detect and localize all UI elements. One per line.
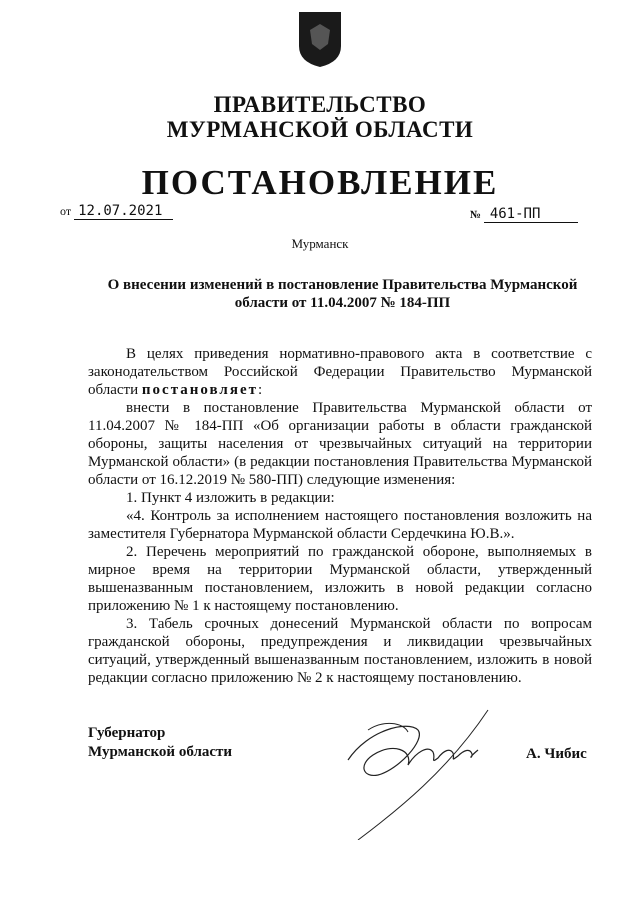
org-name-line2: МУРМАНСКОЙ ОБЛАСТИ [166, 117, 474, 142]
coat-of-arms-icon [297, 10, 343, 68]
body-paragraph-item1-text: «4. Контроль за исполнением настоящего постановления возложить на заместителя Губернатора Мурманской области Сердечкина Ю.В.». [88, 508, 592, 542]
body-paragraph-item3: 3. Табель срочных донесений Мурманской области по вопросам гражданской обороны, предупреждения и ликвидации чрезвычайных ситуаций, утвержденный вышеназванным постановлением, изложить в новой редакции согласно приложению № 2 к настоящему постановлению. [88, 616, 592, 686]
preamble-end: : [258, 382, 263, 398]
number-prefix: № [470, 209, 482, 221]
body-paragraph-preamble [88, 345, 592, 399]
document-body [88, 345, 592, 687]
document-type-title: ПОСТАНОВЛЕНИЕ [141, 163, 499, 202]
date-value: 12.07.2021 [74, 203, 173, 220]
document-number [470, 206, 578, 223]
signatory-position-line1: Губернатор [88, 725, 166, 741]
document-date [60, 203, 173, 220]
handwritten-signature [338, 690, 508, 840]
signatory-position [88, 724, 232, 762]
preamble-text: В целях приведения нормативно-правового акта в соответствие с законодательством Российской Федерации Правительство Мурманской области [88, 346, 592, 398]
date-prefix: от [60, 204, 72, 218]
signatory-name: А. Чибис [526, 746, 587, 762]
preamble-emphasis: постановляет [141, 382, 258, 398]
subject-line2: области от 11.04.2007 № 184-ПП [234, 295, 451, 311]
body-paragraph-item1: 1. Пункт 4 изложить в редакции: [126, 490, 335, 506]
subject-line1: О внесении изменений в постановление Правительства Мурманской [107, 277, 578, 293]
number-value: 461-ПП [484, 206, 578, 223]
org-name-line1: ПРАВИТЕЛЬСТВО [213, 92, 427, 117]
body-paragraph-amend: внести в постановление Правительства Мурманской области от 11.04.2007 № 184-ПП «Об организации работы в области гражданской обороны, защиты населения от чрезвычайных ситуаций на территории Мурманской области» (в редакции постановления Правительства Мурманской области от 16.12.2019 № 580-ПП) следующие изменения: [88, 400, 592, 488]
signatory-position-line2: Мурманской области [88, 744, 233, 760]
document-subject [100, 276, 585, 312]
body-paragraph-item2: 2. Перечень мероприятий по гражданской обороне, выполняемых в мирное время на территории Мурманской области, утвержденный вышеназванным постановлением, изложить в новой редакции согласно приложению № 1 к настоящему постановлению. [88, 544, 592, 614]
city-name: Мурманск [291, 236, 349, 251]
